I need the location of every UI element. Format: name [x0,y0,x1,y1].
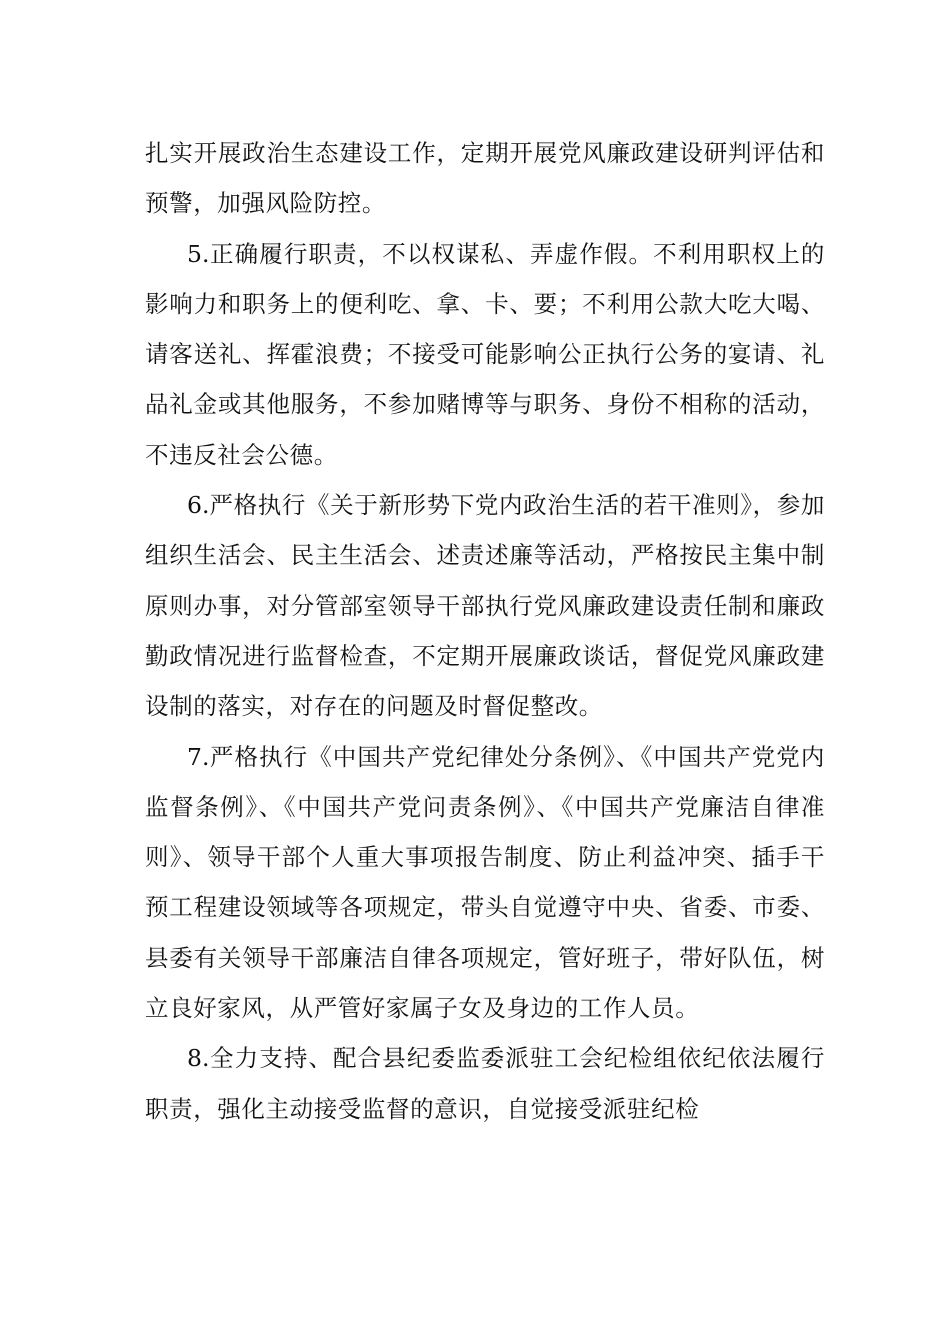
item-number: 5. [187,239,210,268]
paragraph-text: 严格执行《关于新形势下党内政治生活的若干准则》，参加组织生活会、民主生活会、述责述廉等活动，严格按民主集中制原则办事，对分管部室领导干部执行党风廉政建设责任制和廉政勤政情况进行监督检查，不定期开展廉政谈话，督促党风廉政建设制的落实，对存在的问题及时督促整改。 [145,491,825,721]
paragraph-text: 全力支持、配合县纪委监委派驻工会纪检组依纪依法履行职责，强化主动接受监督的意识，自觉接受派驻纪检 [145,1044,825,1123]
paragraph-text: 严格执行《中国共产党纪律处分条例》、《中国共产党党内监督条例》、《中国共产党问责条例》、《中国共产党廉洁自律准则》、领导干部个人重大事项报告制度、防止利益冲突、插手干预工程建设领域等各项规定，带头自觉遵守中央、省委、市委、县委有关领导干部廉洁自律各项规定，管好班子，带好队伍，树立良好家风，从严管好家属子女及身边的工作人员。 [145,742,825,1023]
paragraph-text: 扎实开展政治生态建设工作，定期开展党风廉政建设研判评估和预警，加强风险防控。 [145,139,825,218]
document-body [145,128,825,1134]
paragraph-item-7 [145,732,825,1034]
item-number: 7. [187,742,210,771]
item-number: 6. [187,491,210,520]
paragraph-continuation [145,128,825,229]
paragraph-item-8 [145,1033,825,1134]
paragraph-item-6 [145,480,825,731]
paragraph-text: 正确履行职责，不以权谋私、弄虚作假。不利用职权上的影响力和职务上的便利吃、拿、卡、要；不利用公款大吃大喝、请客送礼、挥霍浪费；不接受可能影响公正执行公务的宴请、礼品礼金或其他服务，不参加赌博等与职务、身份不相称的活动，不违反社会公德。 [145,239,825,469]
paragraph-item-5 [145,229,825,480]
item-number: 8. [187,1044,210,1073]
